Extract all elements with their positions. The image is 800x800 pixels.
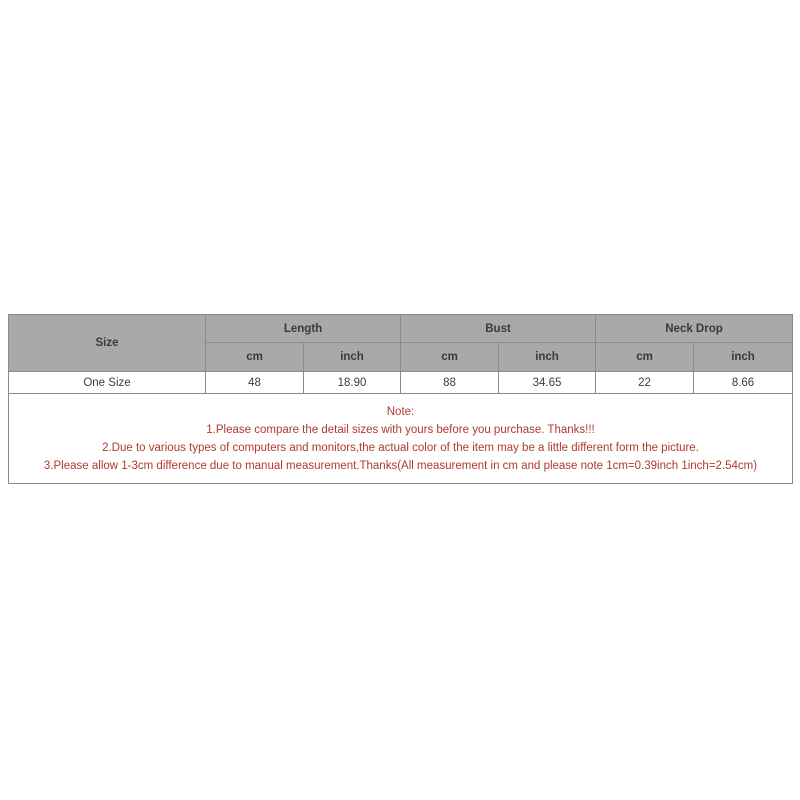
note-line: 1.Please compare the detail sizes with yours before you purchase. Thanks!!! (206, 423, 595, 436)
note-line: 2.Due to various types of computers and monitors,the actual color of the item may be a little different form the picture. (102, 441, 699, 454)
value-cell: 18.90 (304, 372, 401, 394)
size-chart-table (8, 314, 793, 484)
notes-row (9, 394, 793, 484)
header-row-groups (9, 315, 793, 343)
unit-header: inch (694, 343, 793, 372)
note-title: Note: (386, 405, 415, 418)
unit-header: cm (206, 343, 304, 372)
unit-header: inch (499, 343, 596, 372)
length-header: Length (206, 315, 401, 343)
value-cell: 34.65 (499, 372, 596, 394)
value-cell: 8.66 (694, 372, 793, 394)
value-cell: 88 (401, 372, 499, 394)
note-line: 3.Please allow 1-3cm difference due to manual measurement.Thanks(All measurement in cm and please note 1cm=0.39inch 1inch=2.54cm) (43, 459, 758, 472)
bust-header: Bust (401, 315, 596, 343)
neck-drop-header: Neck Drop (596, 315, 793, 343)
table-row (9, 372, 793, 394)
value-cell: 48 (206, 372, 304, 394)
unit-header: cm (401, 343, 499, 372)
size-header: Size (9, 315, 206, 372)
notes-cell (9, 394, 793, 484)
size-cell: One Size (9, 372, 206, 394)
value-cell: 22 (596, 372, 694, 394)
unit-header: cm (596, 343, 694, 372)
unit-header: inch (304, 343, 401, 372)
